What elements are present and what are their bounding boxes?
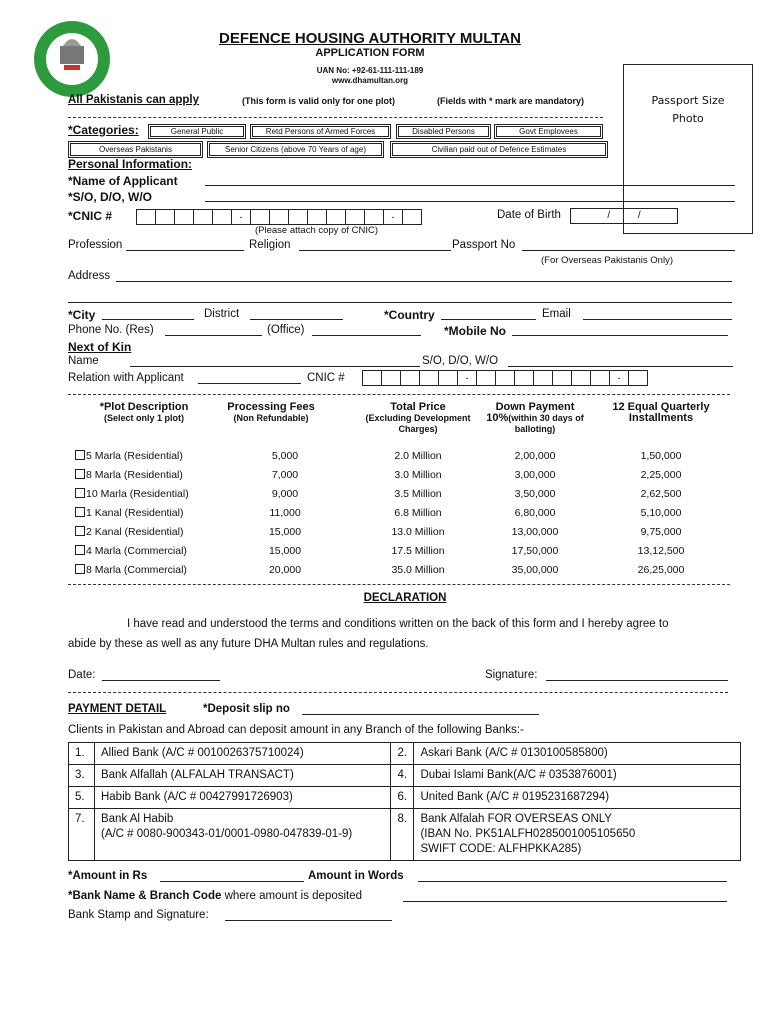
kin-name-input[interactable]: [130, 366, 420, 367]
category-retd-armed-forces[interactable]: Retd Persons of Armed Forces: [250, 124, 391, 139]
header-sub: (Select only 1 plot): [103, 413, 184, 423]
bank-name-label: [68, 890, 362, 902]
plot-cell: 9,000: [271, 488, 299, 500]
so-input[interactable]: [205, 201, 735, 202]
header-processing-fees: [227, 402, 314, 424]
plot-checkbox[interactable]: [75, 450, 85, 460]
mobile-input[interactable]: [512, 335, 728, 336]
plot-cell: 3.0 Million: [394, 469, 442, 481]
category-civilian-defence[interactable]: Civilian paid out of Defence Estimates: [390, 141, 608, 158]
deposit-slip-input[interactable]: [302, 714, 539, 715]
dob-input[interactable]: / /: [570, 208, 678, 224]
header-sub: (Non Refundable): [233, 413, 309, 423]
bank-number: 4.: [391, 765, 414, 787]
kin-name-label: Name: [68, 355, 99, 367]
one-plot-note: (This form is valid only for one plot): [242, 96, 396, 106]
divider: [68, 117, 603, 118]
phone-res-input[interactable]: [165, 335, 262, 336]
cnic-input[interactable]: [136, 209, 421, 225]
bank-row: [69, 809, 741, 861]
signature-input[interactable]: [546, 680, 728, 681]
plot-cell: 3,50,000: [514, 488, 556, 500]
cnic-digit-box[interactable]: [400, 370, 420, 386]
passport-label: Passport No: [452, 239, 516, 251]
divider: [68, 394, 730, 395]
signature-label: Signature:: [485, 669, 538, 681]
country-input[interactable]: [441, 319, 536, 320]
relation-label: Relation with Applicant: [68, 372, 184, 384]
plot-name: 10 Marla (Residential): [86, 488, 189, 500]
religion-input[interactable]: [299, 250, 451, 251]
uan-number: UAN No: +92-61-111-111-189: [316, 66, 424, 75]
page-title: DEFENCE HOUSING AUTHORITY MULTAN: [219, 30, 521, 47]
cnic-dash: -: [609, 370, 629, 386]
plot-cell: 3.5 Million: [394, 488, 442, 500]
plot-cell: 15,000: [268, 545, 302, 557]
plot-cell: 5,000: [271, 450, 299, 462]
cnic-digit-box[interactable]: [269, 209, 289, 225]
plot-cell: 2,00,000: [514, 450, 556, 462]
kin-cnic-input[interactable]: [362, 370, 647, 386]
kin-so-label: S/O, D/O, W/O: [422, 355, 499, 367]
overseas-note: (For Overseas Pakistanis Only): [541, 255, 673, 266]
passport-input[interactable]: [522, 250, 735, 251]
categories-label: *Categories:: [68, 123, 139, 137]
plot-cell: 26,25,000: [637, 564, 685, 576]
plot-name: 8 Marla (Commercial): [86, 564, 187, 576]
plot-option[interactable]: [75, 545, 187, 557]
plot-checkbox[interactable]: [75, 545, 85, 555]
profession-label: Profession: [68, 239, 123, 251]
bank-number: 2.: [391, 743, 414, 765]
address-label: Address: [68, 270, 111, 282]
plot-cell: 2.0 Million: [394, 450, 442, 462]
cnic-digit-box[interactable]: [288, 209, 308, 225]
religion-label: Religion: [249, 239, 291, 251]
district-input[interactable]: [250, 319, 343, 320]
relation-input[interactable]: [198, 383, 301, 384]
address-input-line2[interactable]: [68, 302, 732, 303]
cnic-dash: -: [457, 370, 477, 386]
header-total-price: [353, 402, 483, 435]
profession-input[interactable]: [126, 250, 244, 251]
divider: [68, 692, 728, 693]
office-label: (Office): [267, 324, 305, 336]
header-installments: [601, 402, 721, 424]
bank-detail: Bank Al Habib (A/C # 0080-900343-01/0001-0980-047839-01-9): [94, 809, 390, 861]
plot-cell: 20,000: [268, 564, 302, 576]
plot-cell: 1,50,000: [640, 450, 682, 462]
header-title: *Plot Description: [99, 401, 189, 413]
city-label: *City: [68, 308, 96, 322]
category-govt-employees[interactable]: Govt Emplovees: [494, 124, 603, 139]
personal-info-heading: Personal Information:: [68, 157, 193, 171]
mandatory-note: (Fields with * mark are mandatory): [437, 96, 585, 106]
cnic-digit-box[interactable]: [495, 370, 515, 386]
kin-cnic-label: CNIC #: [307, 372, 345, 384]
divider: [68, 584, 730, 585]
category-general-public[interactable]: General Public: [148, 124, 246, 139]
cnic-digit-box[interactable]: [628, 370, 648, 386]
plot-cell: 35,00,000: [511, 564, 559, 576]
header-down-payment: [484, 402, 586, 435]
plot-cell: 2,62,500: [640, 488, 682, 500]
bank-detail: United Bank (A/C # 0195231687294): [414, 787, 741, 809]
bank-detail: Habib Bank (A/C # 00427991726903): [94, 787, 390, 809]
plot-checkbox[interactable]: [75, 488, 85, 498]
plot-option[interactable]: [75, 469, 183, 481]
cnic-digit-box[interactable]: [364, 209, 384, 225]
plot-option[interactable]: [75, 526, 183, 538]
header-title: Processing Fees: [227, 401, 315, 413]
category-senior-citizens[interactable]: Senior Citizens (above 70 Years of age): [207, 141, 384, 158]
bank-stamp-input[interactable]: [225, 920, 392, 921]
header-plot-description: [100, 402, 189, 424]
mobile-label: *Mobile No: [444, 324, 506, 338]
bank-name-rest: where amount is deposited: [224, 890, 363, 902]
header-sub: (within 30 days of balloting): [508, 413, 584, 434]
kin-so-input[interactable]: [508, 366, 733, 367]
plot-cell: 35.0 Million: [391, 564, 445, 576]
bank-number: 8.: [391, 809, 414, 861]
declaration-heading: DECLARATION: [363, 592, 447, 604]
declaration-line1: I have read and understood the terms and conditions written on the back of this form and I hereby agree to: [127, 618, 669, 630]
date-label: Date:: [68, 669, 96, 681]
cnic-digit-box[interactable]: [552, 370, 572, 386]
cnic-digit-box[interactable]: [174, 209, 194, 225]
plot-name: 4 Marla (Commercial): [86, 545, 187, 557]
bank-row: [69, 765, 741, 787]
bank-number: 6.: [391, 787, 414, 809]
dob-label: Date of Birth: [497, 209, 561, 221]
dha-logo: [33, 20, 111, 98]
plot-checkbox[interactable]: [75, 469, 85, 479]
cnic-digit-box[interactable]: [250, 209, 270, 225]
cnic-digit-box[interactable]: [419, 370, 439, 386]
photo-label-1: Passport Size: [651, 94, 725, 107]
cnic-digit-box[interactable]: [326, 209, 346, 225]
bank-detail: Askari Bank (A/C # 0130100585800): [414, 743, 741, 765]
email-input[interactable]: [583, 319, 732, 320]
plot-cell: 17.5 Million: [391, 545, 445, 557]
plot-name: 8 Marla (Residential): [86, 469, 183, 481]
amount-label: *Amount in Rs: [68, 870, 148, 882]
office-input[interactable]: [312, 335, 421, 336]
cnic-digit-box[interactable]: [402, 209, 422, 225]
plot-cell: 13,00,000: [511, 526, 559, 538]
cnic-label: *CNIC #: [68, 209, 113, 223]
amount-input[interactable]: [160, 881, 304, 882]
cnic-digit-box[interactable]: [476, 370, 496, 386]
header-title: Total Price: [390, 401, 446, 413]
form-subtitle: APPLICATION FORM: [315, 47, 425, 59]
amount-words-label: Amount in Words: [308, 870, 404, 882]
bank-stamp-label: Bank Stamp and Signature:: [68, 909, 209, 921]
bank-detail: Dubai Islami Bank(A/C # 0353876001): [414, 765, 741, 787]
bank-number: 7.: [69, 809, 95, 861]
header-title: Down Payment 10%: [486, 401, 575, 424]
bank-detail: Bank Alfalah FOR OVERSEAS ONLY (IBAN No. PK51ALFH0285001005105650 SWIFT CODE: ALFHPKKA285): [414, 809, 741, 861]
cnic-digit-box[interactable]: [155, 209, 175, 225]
plot-cell: 6,80,000: [514, 507, 556, 519]
plot-cell: 13,12,500: [637, 545, 685, 557]
category-overseas[interactable]: Overseas Pakistanis: [68, 141, 203, 158]
plot-option[interactable]: [75, 507, 183, 519]
name-label: *Name of Applicant: [68, 174, 178, 188]
plot-name: 5 Marla (Residential): [86, 450, 183, 462]
plot-name: 2 Kanal (Residential): [86, 526, 184, 538]
plot-checkbox[interactable]: [75, 507, 85, 517]
email-label: Email: [542, 308, 571, 320]
bank-detail: Bank Alfallah (ALFALAH TRANSACT): [94, 765, 390, 787]
plot-checkbox[interactable]: [75, 564, 85, 574]
bank-number: 5.: [69, 787, 95, 809]
plot-cell: 13.0 Million: [391, 526, 445, 538]
cnic-digit-box[interactable]: [590, 370, 610, 386]
banks-table: [68, 742, 741, 861]
bank-row: [69, 787, 741, 809]
cnic-digit-box[interactable]: [193, 209, 213, 225]
all-pakistanis-label: All Pakistanis can apply: [68, 94, 200, 106]
website: www.dhamultan.org: [331, 76, 409, 85]
cnic-digit-box[interactable]: [571, 370, 591, 386]
district-label: District: [204, 308, 240, 320]
plot-cell: 7,000: [271, 469, 299, 481]
bank-number: 3.: [69, 765, 95, 787]
cnic-digit-box[interactable]: [307, 209, 327, 225]
payment-heading: PAYMENT DETAIL: [68, 703, 167, 715]
plot-cell: 9,75,000: [640, 526, 682, 538]
header-title: 12 Equal Quarterly Installments: [612, 401, 710, 424]
bank-name-bold: *Bank Name & Branch Code: [68, 890, 222, 902]
deposit-slip-label: *Deposit slip no: [203, 703, 290, 715]
cnic-dash: -: [231, 209, 251, 225]
cnic-digit-box[interactable]: [381, 370, 401, 386]
plot-option[interactable]: [75, 564, 187, 576]
bank-row: [69, 743, 741, 765]
cnic-digit-box[interactable]: [533, 370, 553, 386]
bank-number: 1.: [69, 743, 95, 765]
cnic-note: (Please attach copy of CNIC): [255, 225, 379, 236]
plot-cell: 2,25,000: [640, 469, 682, 481]
plot-cell: 17,50,000: [511, 545, 559, 557]
cnic-digit-box[interactable]: [438, 370, 458, 386]
cnic-digit-box[interactable]: [362, 370, 382, 386]
plot-cell: 6.8 Million: [394, 507, 442, 519]
plot-option[interactable]: [75, 450, 183, 462]
name-input[interactable]: [205, 185, 735, 186]
declaration-line2: abide by these as well as any future DHA Multan rules and regulations.: [68, 638, 429, 650]
bank-name-input[interactable]: [403, 901, 727, 902]
cnic-digit-box[interactable]: [345, 209, 365, 225]
plot-cell: 15,000: [268, 526, 302, 538]
cnic-dash: -: [383, 209, 403, 225]
bank-detail: Allied Bank (A/C # 0010026375710024): [94, 743, 390, 765]
address-input[interactable]: [116, 281, 732, 282]
plot-option[interactable]: [75, 488, 189, 500]
cnic-digit-box[interactable]: [514, 370, 534, 386]
plot-checkbox[interactable]: [75, 526, 85, 536]
plot-cell: 11,000: [269, 507, 301, 519]
clients-note: Clients in Pakistan and Abroad can deposit amount in any Branch of the following Banks:-: [68, 724, 524, 736]
plot-name: 1 Kanal (Residential): [86, 507, 184, 519]
plot-cell: 5,10,000: [640, 507, 682, 519]
header-sub: (Excluding Development Charges): [365, 413, 471, 434]
phone-res-label: Phone No. (Res): [68, 324, 154, 336]
category-disabled[interactable]: Disabled Persons: [396, 124, 491, 139]
photo-label-2: Photo: [672, 112, 704, 125]
amount-words-input[interactable]: [418, 881, 727, 882]
plot-cell: 3,00,000: [514, 469, 556, 481]
cnic-digit-box[interactable]: [136, 209, 156, 225]
cnic-digit-box[interactable]: [212, 209, 232, 225]
next-of-kin-heading: Next of Kin: [68, 340, 132, 354]
country-label: *Country: [384, 308, 435, 322]
so-label: *S/O, D/O, W/O: [68, 190, 153, 204]
city-input[interactable]: [102, 319, 194, 320]
date-input[interactable]: [102, 680, 220, 681]
